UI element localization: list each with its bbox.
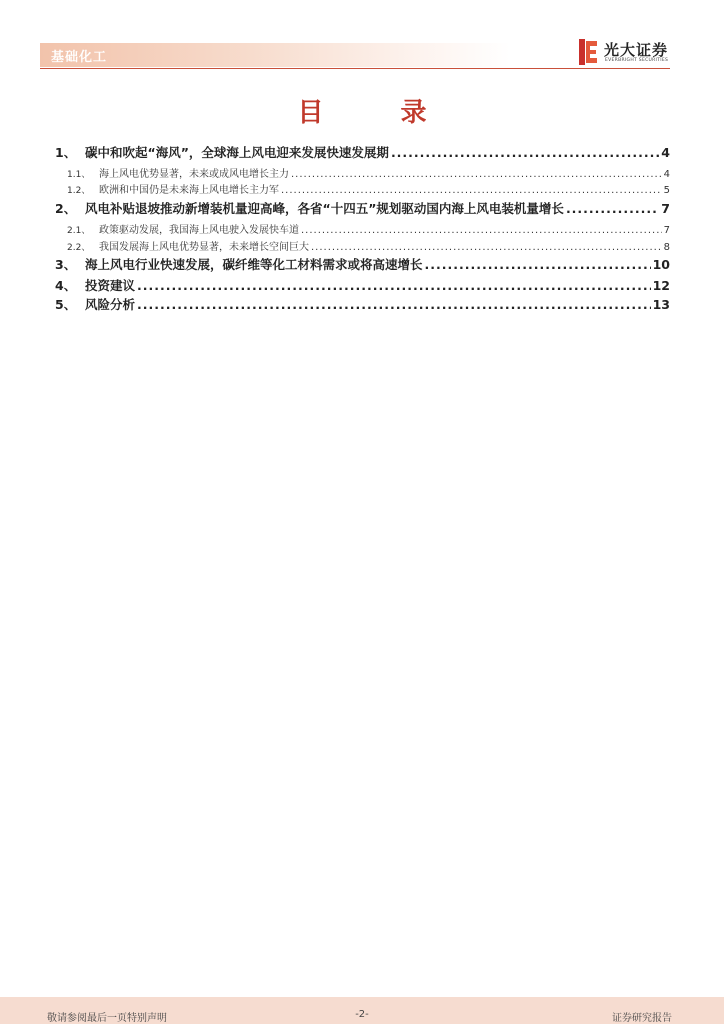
company-logo [577, 38, 677, 66]
toc-entry[interactable] [55, 181, 670, 196]
toc-number: 1.2、 [67, 186, 91, 196]
toc-leader [137, 278, 651, 293]
toc-number: 3、 [55, 257, 77, 272]
toc-title: 海上风电行业快速发展，碳纤维等化工材料需求或将高速增长 [85, 257, 423, 272]
toc-leader [425, 257, 651, 272]
toc-title: 欧洲和中国仍是未来海上风电增长主力军 [99, 185, 279, 196]
toc-number: 4、 [55, 278, 77, 293]
toc-page-number: 5 [663, 185, 670, 196]
toc-entry[interactable] [55, 238, 670, 253]
footer-report-type: 证券研究报告 [612, 1013, 672, 1024]
toc-page-number: 7 [661, 201, 670, 216]
toc-leader [281, 185, 662, 196]
toc-title: 碳中和吹起“海风”，全球海上风电迎来发展快速发展期 [85, 145, 389, 160]
logo-text-cn: 光大证券 [604, 41, 669, 59]
toc-entry[interactable] [55, 221, 670, 236]
toc-title: 我国发展海上风电优势显著，未来增长空间巨大 [99, 242, 309, 253]
footer-page-number: -2- [355, 1009, 369, 1020]
toc-number: 2.1、 [67, 226, 91, 236]
toc-page-number: 4 [663, 169, 670, 180]
toc-page-number: 4 [661, 145, 670, 160]
page-title: 目 录 [297, 98, 461, 128]
toc-leader [291, 169, 662, 180]
toc-page-number: 12 [652, 278, 670, 293]
toc-number: 2.2、 [67, 243, 91, 253]
toc-leader [391, 145, 659, 160]
toc-page-number: 13 [652, 297, 670, 312]
toc-title: 风险分析 [85, 297, 136, 312]
toc-number: 2、 [55, 201, 77, 216]
toc-entry[interactable] [55, 143, 670, 161]
toc-number: 5、 [55, 297, 77, 312]
toc-page-number: 7 [663, 225, 670, 236]
toc-entry[interactable] [55, 165, 670, 180]
header-rule [40, 68, 670, 69]
toc-leader [137, 297, 651, 312]
toc-leader [566, 201, 659, 216]
toc-leader [301, 225, 662, 236]
toc-title: 海上风电优势显著，未来或成风电增长主力 [99, 169, 289, 180]
toc-title: 风电补贴退坡推动新增装机量迎高峰，各省“十四五”规划驱动国内海上风电装机量增长 [85, 201, 564, 216]
header-band [40, 43, 510, 67]
logo-mark-icon [577, 38, 599, 66]
toc-page-number: 10 [652, 257, 670, 272]
toc-number: 1.1、 [67, 170, 91, 180]
toc-title: 投资建议 [85, 278, 136, 293]
toc-leader [311, 242, 662, 253]
footer-disclaimer: 敬请参阅最后一页特别声明 [47, 1013, 167, 1024]
toc-title: 政策驱动发展，我国海上风电驶入发展快车道 [99, 225, 299, 236]
logo-text-en: EVERBRIGHT SECURITIES [605, 58, 669, 63]
section-label: 基础化工 [51, 50, 108, 65]
toc-entry[interactable] [55, 276, 670, 294]
toc-number: 1、 [55, 145, 77, 160]
toc-entry[interactable] [55, 255, 670, 273]
toc-page-number: 8 [663, 242, 670, 253]
toc-entry[interactable] [55, 295, 670, 313]
toc-entry[interactable] [55, 199, 670, 217]
